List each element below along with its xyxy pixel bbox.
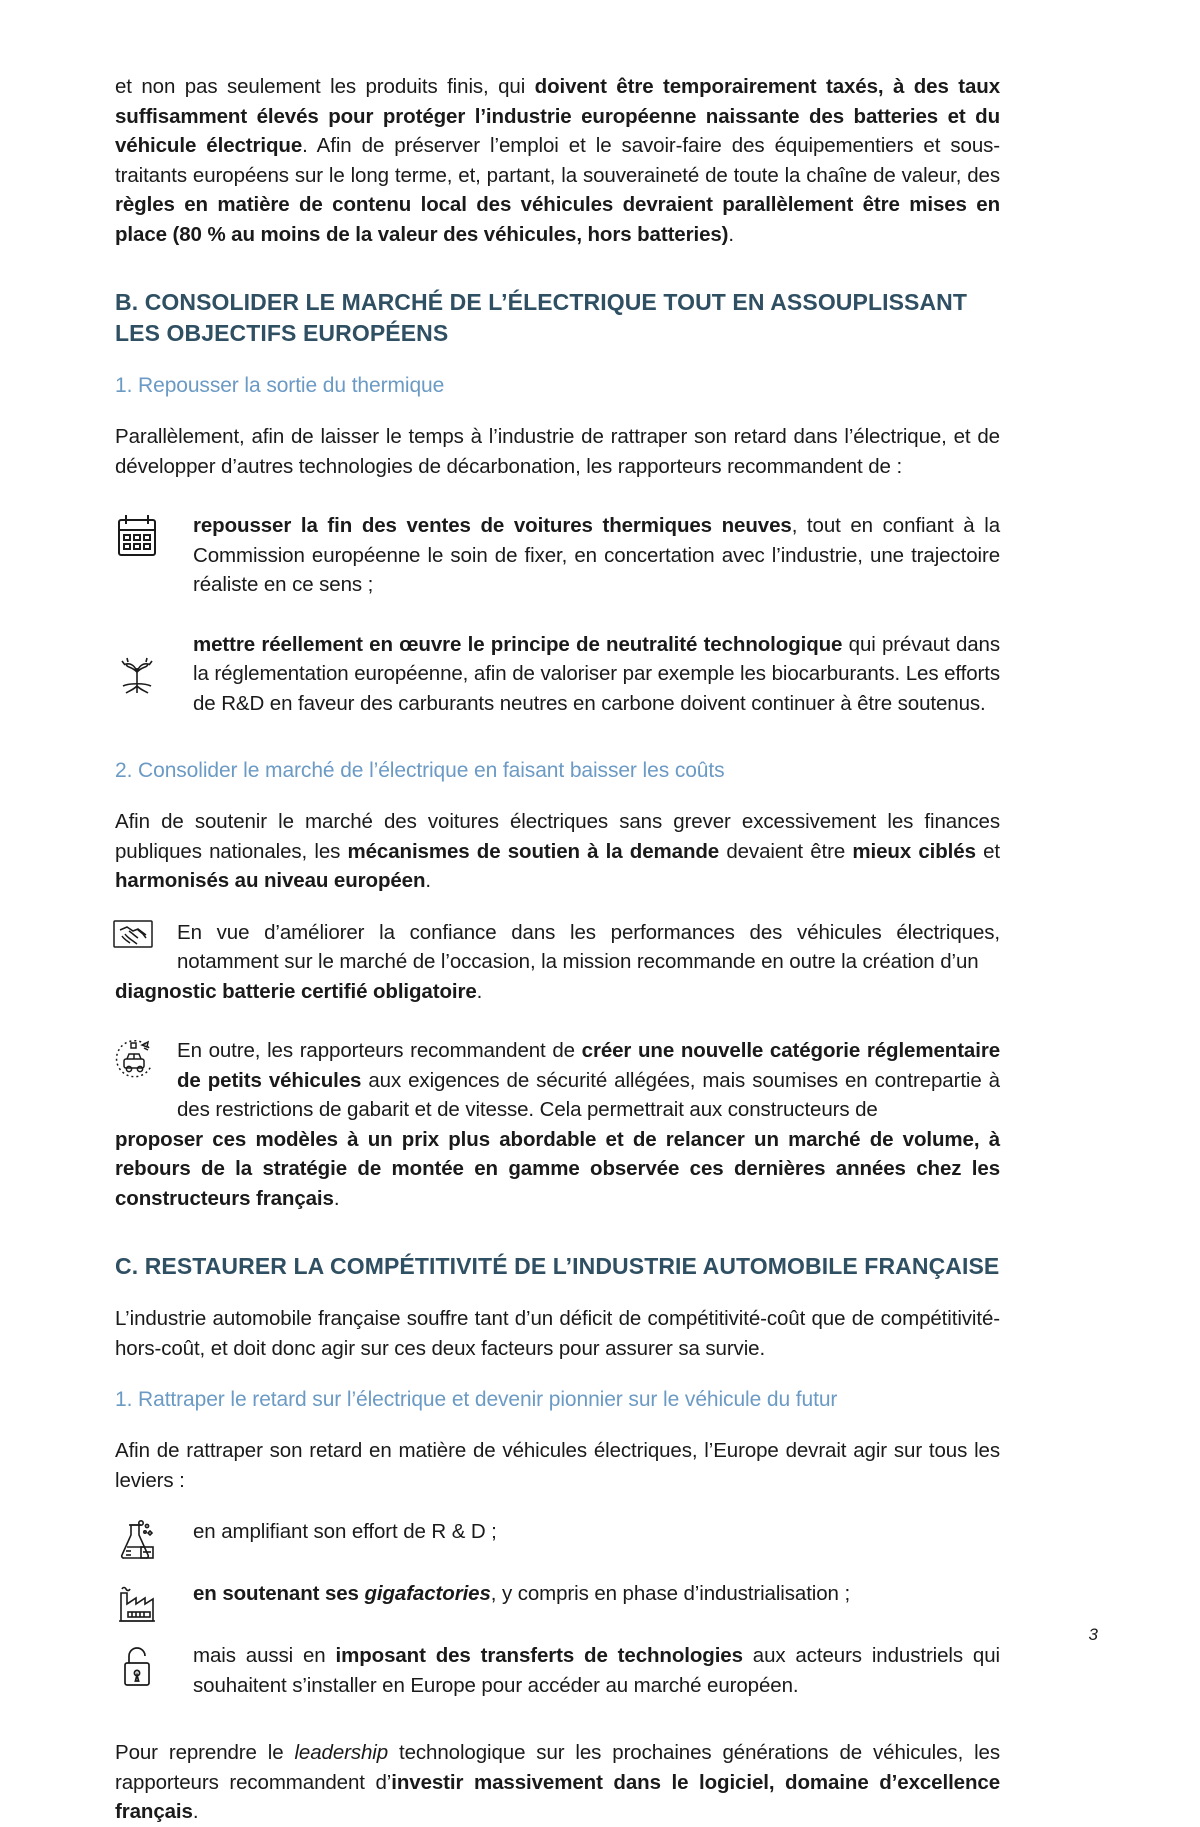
- bullet-diagnostic-first-lines: [177, 918, 1000, 977]
- sub2-lead-run-2-bold: mécanismes de soutien à la demande: [347, 839, 720, 863]
- bullet-repousser-ventes: [115, 511, 1000, 600]
- bullet-petits-vehicules-rest: [115, 1125, 1000, 1214]
- flask-icon: [115, 1517, 193, 1565]
- page-content: [115, 72, 1000, 1827]
- sub2-lead-run-3: devaient être: [719, 839, 853, 863]
- bullet2-run-2: qui prévaut dans la réglementation européenne, afin de valoriser par exemple les biocarburants. Les efforts de R&D en faveur des carburants neutres en carbone doivent continuer à être soutenus.: [193, 632, 1000, 715]
- intro-run-1: et non pas seulement les produits finis, qui: [115, 75, 535, 98]
- bullet-neutralite-technologique-text: [193, 630, 1000, 719]
- closing-run-3: technologique sur les prochaines générations de véhicules, les rapporteurs recommandent d’: [115, 1741, 1001, 1794]
- section-b-heading: B. CONSOLIDER LE MARCHÉ DE L’ÉLECTRIQUE TOUT EN ASSOUPLISSANT LES OBJECTIFS EUROPÉENS: [115, 289, 968, 346]
- bullet1-run-2: , tout en confiant à la Commission européenne le soin de fixer, en concertation avec l’industrie, une trajectoire réaliste en ce sens ;: [193, 514, 1000, 596]
- bullet5-run-1: en amplifiant son effort de R & D ;: [193, 1520, 497, 1543]
- bullet-transferts-technologies: [115, 1641, 1000, 1700]
- factory-icon: [115, 1579, 193, 1627]
- intro-run-3: . Afin de préserver l’emploi et le savoir-faire des équipementiers et sous-traitants européens sur le long terme, et, partant, la souveraineté de toute la chaîne de valeur, des: [115, 134, 1000, 187]
- section-c-closing-paragraph: [115, 1738, 1000, 1827]
- closing-run-4-bold: investir massivement dans le logiciel, domaine d’excellence français: [115, 1770, 1000, 1823]
- bullet3-run-2-bold: diagnostic batterie certifié obligatoire: [115, 979, 477, 1003]
- bullet4-run-1: En outre, les rapporteurs recommandent de: [177, 1039, 582, 1062]
- bullet-repousser-ventes-text: [193, 511, 1000, 600]
- bullet-transferts-technologies-text: [193, 1641, 1000, 1700]
- unlocked-padlock-icon: [115, 1641, 193, 1691]
- closing-run-5: .: [192, 1800, 199, 1823]
- section-b-sub1-lead: Parallèlement, afin de laisser le temps à l’industrie de rattraper son retard dans l’électrique, et de développer d’autres technologies de décarbonation, les rapporteurs recommandent de :: [115, 425, 1000, 478]
- bullet7-run-3: aux acteurs industriels qui souhaitent s’installer en Europe pour accéder au marché européen.: [193, 1644, 1000, 1697]
- bullet-effort-rd: [115, 1517, 1000, 1565]
- intro-run-2-bold: doivent être temporairement taxés, à des taux suffisamment élevés pour protéger l’industrie européenne naissante des batteries et du véhicule électrique: [115, 75, 1000, 157]
- section-c-sub1-lead: Afin de rattraper son retard en matière de véhicules électriques, l’Europe devrait agir sur tous les leviers :: [115, 1439, 1000, 1492]
- bullet6-run-3: , y compris en phase d’industrialisation ;: [490, 1582, 851, 1605]
- section-c-lead: L’industrie automobile française souffre tant d’un déficit de compétitivité-coût que de compétitivité-hors-coût, et doit donc agir sur ces deux facteurs pour assurer sa survie.: [115, 1307, 1000, 1360]
- sub2-lead-run-1: Afin de soutenir le marché des voitures électriques sans grever excessivement les finances publiques nationales, les: [115, 810, 1000, 863]
- intro-run-4-bold: règles en matière de contenu local des véhicules devraient parallèlement être mises en place (80 % au moins de la valeur des véhicules, hors batteries): [115, 193, 1000, 246]
- bullet2-run-1-bold: mettre réellement en œuvre le principe de neutralité technologique: [193, 632, 843, 656]
- seedling-icon: [115, 650, 193, 698]
- calendar-icon: [115, 511, 193, 559]
- intro-paragraph: [115, 72, 1000, 249]
- bullet1-run-1-bold: repousser la fin des ventes de voitures thermiques neuves: [193, 514, 792, 537]
- intro-run-5: .: [728, 222, 735, 246]
- sub2-lead-run-7: .: [425, 869, 432, 892]
- closing-run-1: Pour reprendre le: [115, 1741, 295, 1764]
- bullet4-run-5: .: [333, 1186, 340, 1210]
- bullet7-run-2-bold: imposant des transferts de technologies: [335, 1644, 743, 1667]
- handshake-icon: [111, 918, 155, 961]
- section-b-sub2-lead: [115, 807, 1000, 896]
- page-number: 3: [1088, 1625, 1098, 1644]
- bullet-effort-rd-text: [193, 1517, 1000, 1547]
- sub2-lead-run-5: et: [975, 839, 1000, 863]
- bullet4-run-4-bold: proposer ces modèles à un prix plus abordable et de relancer un marché de volume, à rebours de la stratégie de montée en gamme observée ces dernières années chez les constructeurs français: [115, 1127, 1000, 1210]
- sub2-lead-run-4-bold: mieux ciblés: [852, 839, 976, 863]
- bullet-petits-vehicules-first-lines: [177, 1036, 1000, 1125]
- bullet6-run-1-bold: en soutenant ses: [193, 1582, 365, 1605]
- small-car-icon: [111, 1036, 157, 1091]
- bullet4-run-2-bold: créer une nouvelle catégorie réglementaire de petits véhicules: [177, 1039, 1001, 1092]
- section-b-sub2-heading: 2. Consolider le marché de l’électrique en faisant baisser les coûts: [115, 759, 725, 782]
- sub2-lead-run-6-bold: harmonisés au niveau européen: [115, 869, 426, 892]
- bullet-petits-vehicules: [115, 1036, 1000, 1213]
- bullet3-run-3: .: [476, 979, 483, 1003]
- bullet-neutralite-technologique: [115, 630, 1000, 719]
- section-c-heading: C. RESTAURER LA COMPÉTITIVITÉ DE L’INDUSTRIE AUTOMOBILE FRANÇAISE: [115, 1253, 1000, 1279]
- section-b-sub1-heading: 1. Repousser la sortie du thermique: [115, 374, 445, 397]
- bullet-gigafactories-text: [193, 1579, 1000, 1609]
- closing-run-2-italic: leadership: [294, 1741, 389, 1764]
- bullet-diagnostic-batterie: [115, 918, 1000, 1007]
- bullet7-run-1: mais aussi en: [193, 1644, 336, 1667]
- bullet3-run-1: En vue d’améliorer la confiance dans les performances des véhicules électriques, notamment sur le marché de l’occasion, la mission recommande en outre la création d’un: [177, 920, 1000, 973]
- section-c-sub1-heading: 1. Rattraper le retard sur l’électrique et devenir pionnier sur le véhicule du futur: [115, 1388, 838, 1411]
- bullet-gigafactories: [115, 1579, 1000, 1627]
- bullet4-run-3: aux exigences de sécurité allégées, mais soumises en contrepartie à des restrictions de gabarit et de vitesse. Cela permettrait aux constructeurs de: [177, 1068, 1000, 1121]
- bullet-diagnostic-last-line: [115, 977, 1000, 1007]
- bullet6-run-2-bold-italic: gigafactories: [364, 1582, 491, 1605]
